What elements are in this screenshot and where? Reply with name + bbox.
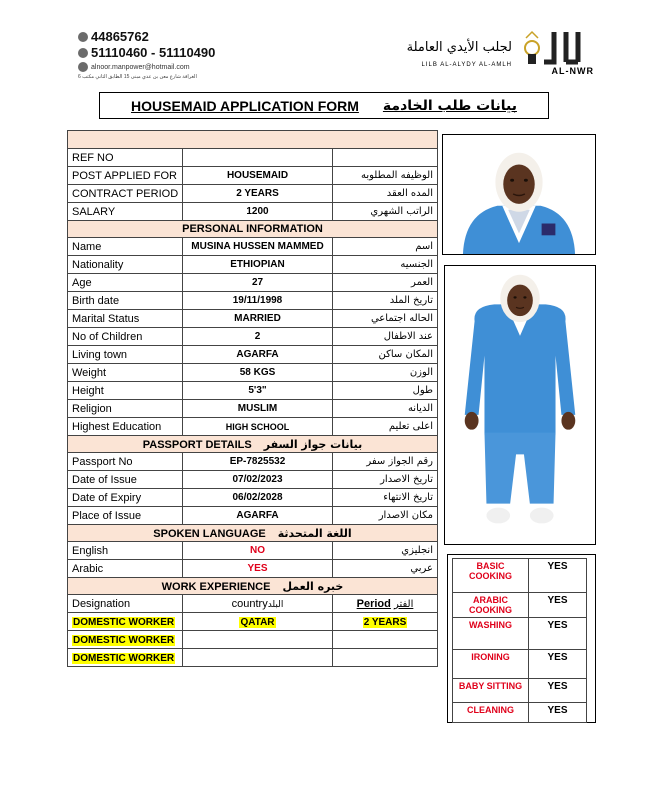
form-title <box>99 92 549 119</box>
skill-name: BABY SITTING <box>453 679 529 703</box>
language-heading: SPOKEN LANGUAGE <box>153 527 266 540</box>
personal-label: No of Children <box>68 328 183 346</box>
experience-period <box>333 649 438 667</box>
salary-arabic: الراتب الشهري <box>333 203 438 221</box>
personal-value: HIGH SCHOOL <box>183 418 333 436</box>
personal-arabic: اعلى تعليم <box>333 418 438 436</box>
experience-designation: DOMESTIC WORKER <box>73 634 175 646</box>
personal-row <box>68 310 438 328</box>
salary-value: 1200 <box>183 203 333 221</box>
personal-row <box>68 328 438 346</box>
skill-value: YES <box>529 559 587 593</box>
experience-row <box>68 613 438 631</box>
experience-designation: DOMESTIC WORKER <box>73 616 175 628</box>
language-row <box>68 560 438 578</box>
country-header: country <box>231 597 268 610</box>
contact-block <box>78 30 215 83</box>
designation-header: Designation <box>68 595 183 613</box>
logo-arabic: لجلب الأيدي العاملة <box>406 40 512 55</box>
personal-arabic: تاريخ الملد <box>333 292 438 310</box>
personal-value: MARRIED <box>183 310 333 328</box>
post-row <box>68 167 438 185</box>
skill-name: CLEANING <box>453 703 529 723</box>
personal-arabic: عند الاطفال <box>333 328 438 346</box>
personal-value: MUSINA HUSSEN MAMMED <box>183 238 333 256</box>
personal-arabic: الديانه <box>333 400 438 418</box>
skill-value: YES <box>529 650 587 679</box>
contact-phones2: 51110460 - 51110490 <box>91 45 216 60</box>
personal-arabic: طول <box>333 382 438 400</box>
skill-row <box>453 703 587 723</box>
personal-arabic: العمر <box>333 274 438 292</box>
logo-brand: AL-NWR <box>551 66 594 76</box>
personal-value: 27 <box>183 274 333 292</box>
passport-label: Date of Expiry <box>68 489 183 507</box>
personal-arabic: اسم <box>333 238 438 256</box>
contract-value: 2 YEARS <box>183 185 333 203</box>
skill-value: YES <box>529 618 587 650</box>
application-table <box>67 130 438 667</box>
passport-heading: PASSPORT DETAILS <box>142 438 252 451</box>
personal-arabic: الجنسيه <box>333 256 438 274</box>
experience-row <box>68 631 438 649</box>
passport-arabic: تاريخ الاصدار <box>333 471 438 489</box>
contact-address: الغرافة شارع معن بن عدي مبنى 15 الطابق الثاني مكتب 6 <box>78 74 197 80</box>
whatsapp-icon <box>78 48 88 58</box>
language-arabic: عربي <box>333 560 438 578</box>
personal-value: ETHIOPIAN <box>183 256 333 274</box>
skill-value: YES <box>529 593 587 618</box>
personal-label: Nationality <box>68 256 183 274</box>
passport-arabic: مكان الاصدار <box>333 507 438 525</box>
title-english: HOUSEMAID APPLICATION FORM <box>131 97 359 114</box>
title-arabic: بيانات طلب الخادمة <box>382 97 517 114</box>
language-row <box>68 542 438 560</box>
language-heading-row <box>68 525 438 542</box>
passport-arabic: تاريخ الانتهاء <box>333 489 438 507</box>
passport-heading-arabic: بيانات جواز السفر <box>263 437 363 451</box>
personal-value: 5'3" <box>183 382 333 400</box>
personal-row <box>68 400 438 418</box>
salary-label: SALARY <box>68 203 183 221</box>
passport-value: 07/02/2023 <box>183 471 333 489</box>
skill-name: ARABIC COOKING <box>453 593 529 618</box>
passport-row <box>68 471 438 489</box>
personal-value: AGARFA <box>183 346 333 364</box>
experience-row <box>68 649 438 667</box>
personal-label: Religion <box>68 400 183 418</box>
experience-country <box>183 631 333 649</box>
passport-row <box>68 489 438 507</box>
skill-name: BASIC COOKING <box>453 559 529 593</box>
language-heading-arabic: اللغة المتحدثة <box>277 526 352 540</box>
skill-value: YES <box>529 679 587 703</box>
skill-row <box>453 559 587 593</box>
personal-label: Age <box>68 274 183 292</box>
personal-row <box>68 346 438 364</box>
passport-value: 06/02/2028 <box>183 489 333 507</box>
personal-value: 58 KGS <box>183 364 333 382</box>
passport-row <box>68 507 438 525</box>
language-value: YES <box>183 560 333 578</box>
passport-arabic: رقم الجواز سفر <box>333 453 438 471</box>
personal-row <box>68 382 438 400</box>
passport-label: Place of Issue <box>68 507 183 525</box>
logo-english: LILB AL-ALYDY AL-AMLH <box>421 62 512 68</box>
language-label: English <box>68 542 183 560</box>
personal-value: MUSLIM <box>183 400 333 418</box>
skills-table <box>452 558 587 723</box>
passport-label: Date of Issue <box>68 471 183 489</box>
email-icon <box>78 62 88 72</box>
personal-label: Birth date <box>68 292 183 310</box>
experience-heading-arabic: خبره العمل <box>282 579 344 593</box>
salary-row <box>68 203 438 221</box>
personal-heading-row <box>68 221 438 238</box>
personal-label: Height <box>68 382 183 400</box>
passport-value: AGARFA <box>183 507 333 525</box>
period-header-arabic: الفتر <box>393 598 414 610</box>
passport-label: Passport No <box>68 453 183 471</box>
experience-heading: WORK EXPERIENCE <box>161 580 271 593</box>
ref-row <box>68 149 438 167</box>
experience-country: QATAR <box>240 616 275 628</box>
passport-row <box>68 453 438 471</box>
contact-phone: 44865762 <box>91 29 149 44</box>
experience-country <box>183 649 333 667</box>
personal-row <box>68 292 438 310</box>
contact-email: alnoor.manpower@hotmail.com <box>91 63 190 71</box>
header-spacer-row <box>68 131 438 149</box>
personal-label: Living town <box>68 346 183 364</box>
skill-row <box>453 650 587 679</box>
period-header: Period <box>356 597 391 610</box>
personal-value: 2 <box>183 328 333 346</box>
personal-row <box>68 418 438 436</box>
personal-arabic: الوزن <box>333 364 438 382</box>
contract-row <box>68 185 438 203</box>
personal-arabic: الحاله اجتماعي <box>333 310 438 328</box>
passport-value: EP-7825532 <box>183 453 333 471</box>
personal-value: 19/11/1998 <box>183 292 333 310</box>
skill-row <box>453 679 587 703</box>
skill-name: IRONING <box>453 650 529 679</box>
full-body-photo <box>444 265 596 545</box>
experience-header-row <box>68 595 438 613</box>
skill-value: YES <box>529 703 587 723</box>
country-header-arabic: البلد <box>267 599 284 610</box>
experience-heading-row <box>68 578 438 595</box>
phone-icon <box>78 32 88 42</box>
portrait-illustration <box>443 135 595 254</box>
contract-arabic: المده العقد <box>333 185 438 203</box>
contract-label: CONTRACT PERIOD <box>68 185 183 203</box>
personal-row <box>68 256 438 274</box>
post-value: HOUSEMAID <box>183 167 333 185</box>
personal-row <box>68 274 438 292</box>
experience-period: 2 YEARS <box>363 616 407 628</box>
experience-designation: DOMESTIC WORKER <box>73 652 175 664</box>
skill-row <box>453 618 587 650</box>
personal-arabic: المكان ساكن <box>333 346 438 364</box>
personal-row <box>68 238 438 256</box>
experience-period <box>333 631 438 649</box>
personal-row <box>68 364 438 382</box>
personal-heading: PERSONAL INFORMATION <box>68 221 438 238</box>
language-value: NO <box>183 542 333 560</box>
personal-label: Marital Status <box>68 310 183 328</box>
ref-value <box>183 149 333 167</box>
ref-label: REF NO <box>68 149 183 167</box>
skill-row <box>453 593 587 618</box>
personal-label: Name <box>68 238 183 256</box>
post-label: POST APPLIED FOR <box>68 167 183 185</box>
language-arabic: انجليزي <box>333 542 438 560</box>
post-arabic: الوظيفه المطلوبه <box>333 167 438 185</box>
language-label: Arabic <box>68 560 183 578</box>
company-logo <box>394 28 594 78</box>
personal-label: Highest Education <box>68 418 183 436</box>
passport-heading-row <box>68 436 438 453</box>
full-body-illustration <box>445 266 595 544</box>
personal-label: Weight <box>68 364 183 382</box>
portrait-photo <box>442 134 596 255</box>
skill-name: WASHING <box>453 618 529 650</box>
